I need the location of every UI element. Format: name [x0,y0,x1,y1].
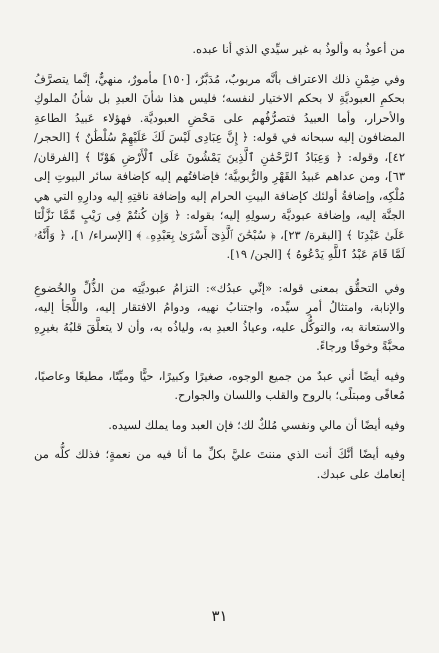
page-number: ٣١ [211,607,228,625]
paragraph-bestowal: وفيه أيضًا أنَّكَ أنت الذي مننتَ عليَّ بكلِّ ما أنا فيه من نعمةٍ؛ فذلك كلُّه من إنعامك على عبدك. [34,447,405,481]
paragraph-continuation: من أعوذُ به وألوذُ به غير سيِّدي الذي أنا عبده. [192,42,405,56]
paragraph-acknowledgement: وفي ضِمْنِ ذلك الاعتراف بأنَّه مربوبٌ، مُدَبَّرٌ، [١٥٠] مأمورٌ، منهيٌّ، إنَّما يتصرَّفُ بحكمِ العبوديَّةِ لا بحكم الاختيار لنفسه؛ فليس هذا شأنَ العبدِ بل شأنُ الملوكِ والأحرار، وأما العبيدُ فتصرُّفُهم على مَحْضِ العبوديَّة. فهؤلاء عَبيدُ الطاعةِ المضافون إليه سبحانه في قوله: ﴿ إِنَّ عِبَادِى لَيْسَ لَكَ عَلَيْهِمْ سُلْطَٰنٌ ﴾ [الحجر/ ٤٢]، وقوله: ﴿ وَعِبَادُ ٱلرَّحْمَٰنِ ٱلَّذِينَ يَمْشُونَ عَلَى ٱلْأَرْضِ هَوْنًا ﴾ [الفرقان/ ٦٣]، ومن عداهم عَبيدُ القَهْرِ والرُّبوبيَّة؛ فإضافتُهم إليه كإضافة سائر البيوتِ إلى مُلْكِه، وإضافةُ أولئك كإضافة البيتِ الحرام إليه وإضافة ناقتِهِ إليه ودارِهِ التي هي الجنَّة إليه، وإضافة عبوديَّة رسولِهِ إليه؛ بقوله: ﴿ وَإِن كُنتُمْ فِى رَيْبٍ مِّمَّا نَزَّلْنَا عَلَىٰ عَبْدِنَا ﴾ [البقرة/ ٢٣]، ﴿ سُبْحَٰنَ ٱلَّذِىٓ أَسْرَىٰ بِعَبْدِهِۦ ﴾ [الإسراء/ ١]، ﴿ وَأَنَّهُۥ لَمَّا قَامَ عَبْدُ ٱللَّهِ يَدْعُوهُ ﴾ [الجن/ ١٩]. [34,71,406,261]
paragraph-gap [34,60,405,70]
paragraph-gap [34,265,405,279]
main-text [34,40,405,484]
paragraph-gap [34,357,405,367]
paragraph-wealth-self: وفيه أيضًا أن مالي ونفسي مُلكٌ لك؛ فإن العبد وما يملك لسيده. [108,417,405,432]
paragraph-gap [34,406,405,416]
paragraph-realization: وفي التحقُّق بمعنى قوله: «إنِّي عبدُك»: التزامُ عبوديَّتِه من الذُّلِّ والخُضوعِ والإنابة، وامتثالُ أمرِ سيِّده، واجتنابُ نهيه، ودوامُ الافتقار إليه، واللَّجَأ إليه، والاستعانة به، والتوكُّل عليه، وعياذُ العبدِ به، ولياذُه به، وأن لا يتعلَّقَ قلبُهُ بغيرِهِ محبَّةً وخوفًا ورجاءً. [34,280,405,353]
paragraph-gap [34,435,405,445]
paragraph-servant-all-aspects: وفيه أيضًا أني عبدٌ من جميع الوجوه، صغيرًا وكبيرًا، حيًّا وميِّتًا، مطيعًا وعاصيًا، مُعافًى ومبتلًى؛ بالروح والقلب واللسان والجوارح. [34,368,405,402]
